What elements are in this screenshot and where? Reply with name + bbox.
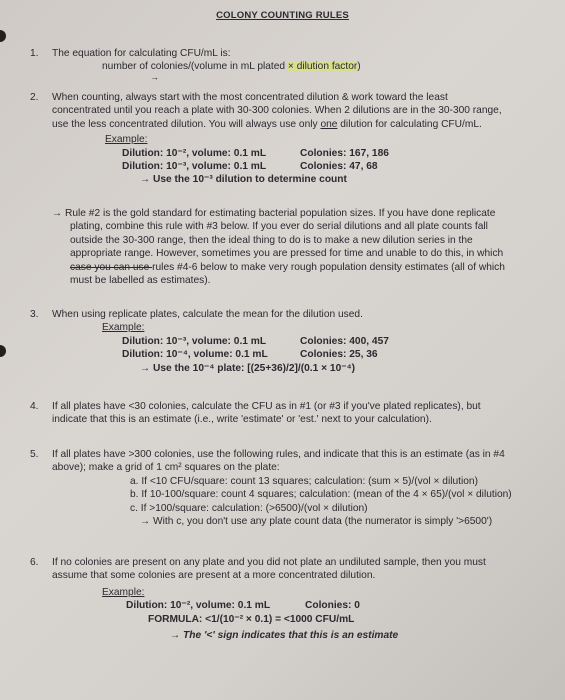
rule-2 bbox=[30, 91, 550, 187]
example-row: Dilution: 10⁻², volume: 0.1 mL Colonies: 0 bbox=[126, 600, 360, 612]
formula-line: FORMULA: <1/(10⁻² × 0.1) = <1000 CFU/mL bbox=[148, 613, 355, 625]
example-conclusion: → The '<' sign indicates that this is an estimate bbox=[170, 630, 399, 642]
rule-line: indicate that this is an estimate (i.e., write 'estimate' or 'est.' next to your calculation). bbox=[52, 414, 432, 426]
rule-text: When using replicate plates, calculate the mean for the dilution used. bbox=[52, 309, 363, 320]
example-row: Dilution: 10⁻³, volume: 0.1 mL Colonies: 400, 457 bbox=[122, 335, 389, 347]
gold-standard-note bbox=[30, 207, 550, 287]
cfu-formula: number of colonies/(volume in mL plated × dilution factor) bbox=[102, 61, 361, 73]
rule-1 bbox=[30, 47, 550, 80]
example-row: Dilution: 10⁻³, volume: 0.1 mL Colonies: 47, 68 bbox=[122, 161, 378, 173]
example-conclusion: → Use the 10⁻⁴ plate: [(25+36)/2]/(0.1 × 10⁻⁴) bbox=[140, 362, 356, 374]
binder-hole bbox=[0, 345, 6, 357]
sub-rule-c: c. If >100/square: calculation: (>6500)/(vol × dilution) bbox=[130, 502, 368, 514]
rule-5 bbox=[30, 448, 550, 528]
example-conclusion: → Use the 10⁻³ dilution to determine count bbox=[140, 174, 347, 186]
rule-6 bbox=[30, 556, 550, 642]
page-title: COLONY COUNTING RULES bbox=[216, 10, 349, 21]
sub-rule-b: b. If 10-100/square: count 4 squares; calculation: (mean of the 4 × 65)/(vol × dilution) bbox=[130, 489, 512, 501]
note-line: outside the 30-300 range, then the ideal thing to do is to make a new dilution series in the bbox=[70, 234, 473, 246]
rule-number: 3. bbox=[30, 309, 39, 320]
note-line: case you can use rules #4-6 below to make very rough population density estimates (all of which bbox=[70, 261, 505, 273]
rule-number: 1. bbox=[30, 48, 39, 59]
rule-line: use the less concentrated dilution. You will always use only one dilution for calculating CFU/mL. bbox=[52, 118, 482, 130]
binder-hole bbox=[0, 30, 6, 42]
sub-rule-a: a. If <10 CFU/square: count 13 squares; calculation: (sum × 5)/(vol × dilution) bbox=[130, 475, 478, 487]
example-label: Example: bbox=[102, 586, 145, 598]
rule-text: The equation for calculating CFU/mL is: bbox=[52, 48, 231, 59]
rule-number: 6. bbox=[30, 557, 39, 568]
rule-line: concentrated until you reach a plate with 30-300 colonies. When 2 dilutions are in the 30-300 range, bbox=[52, 105, 502, 117]
note-line: → Rule #2 is the gold standard for estimating bacterial population sizes. If you have done replicate bbox=[52, 208, 496, 219]
rule-number: 4. bbox=[30, 401, 39, 412]
rule-line: If all plates have <30 colonies, calculate the CFU as in #1 (or #3 if you've plated replicates), but bbox=[52, 401, 481, 412]
example-label: Example: bbox=[102, 322, 145, 334]
rule-4 bbox=[30, 400, 550, 427]
rule-line: If no colonies are present on any plate and you did not plate an undiluted sample, then you must bbox=[52, 557, 486, 568]
note-line: appropriate range. However, sometimes you are pressed for time and unable to do this, in which bbox=[70, 248, 504, 260]
handwritten-mark: → bbox=[150, 71, 159, 82]
example-label: Example: bbox=[105, 134, 148, 146]
highlighted-text: × dilution factor bbox=[287, 61, 358, 73]
example-row: Dilution: 10⁻⁴, volume: 0.1 mL Colonies: 25, 36 bbox=[122, 349, 378, 361]
note-line: plating, combine this rule with #3 below. If you ever do serial dilutions and all plate counts fall bbox=[70, 221, 488, 233]
rule-line: assume that some colonies are present at a more concentrated dilution. bbox=[52, 570, 376, 582]
rule-line: above); make a grid of 1 cm² squares on the plate: bbox=[52, 462, 280, 474]
sub-rule-note: → With c, you don't use any plate count data (the numerator is simply '>6500') bbox=[140, 516, 493, 528]
note-line: must be labelled as estimates). bbox=[70, 275, 211, 287]
rule-3 bbox=[30, 308, 550, 375]
rule-number: 2. bbox=[30, 92, 39, 103]
rule-line: If all plates have >300 colonies, use the following rules, and indicate that this is an estimate (as in #4 bbox=[52, 449, 505, 460]
rule-number: 5. bbox=[30, 449, 39, 460]
example-row: Dilution: 10⁻², volume: 0.1 mL Colonies: 167, 186 bbox=[122, 147, 389, 159]
rule-line: When counting, always start with the most concentrated dilution & work toward the least bbox=[52, 92, 448, 103]
